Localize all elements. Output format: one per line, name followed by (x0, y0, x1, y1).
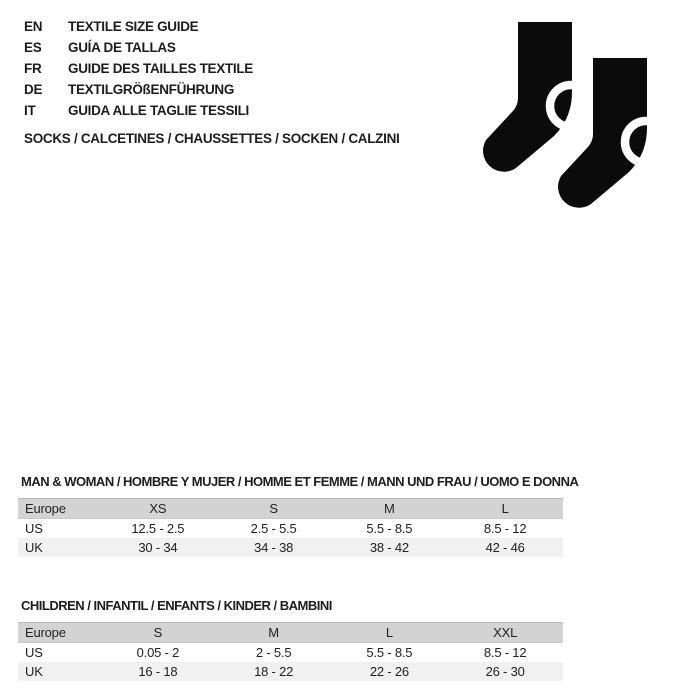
header-cell-size: M (384, 501, 395, 516)
size-range-cell: 42 - 46 (485, 540, 525, 555)
header-cell-size: XS (149, 501, 167, 516)
table-title-man-woman: MAN & WOMAN / HOMBRE Y MUJER / HOMME ET FEMME / MANN UND FRAU / UOMO E DONNA (21, 474, 579, 489)
table-row-us (18, 519, 563, 538)
table-row-us (18, 643, 563, 662)
header-cell-region: Europe (25, 625, 66, 640)
socks-icon-svg (468, 16, 673, 216)
size-range-cell: 5.5 - 8.5 (366, 645, 413, 660)
language-title-list (24, 16, 253, 121)
language-code: ES (24, 40, 42, 55)
size-range-cell: 8.5 - 12 (483, 645, 527, 660)
language-row-es (24, 37, 253, 58)
size-range-cell: 30 - 34 (138, 540, 178, 555)
header-cell-size: L (385, 625, 393, 640)
language-label: TEXTILE SIZE GUIDE (68, 19, 199, 34)
language-row-it (24, 100, 253, 121)
size-range-cell: 34 - 38 (254, 540, 294, 555)
size-range-cell: 38 - 42 (369, 540, 409, 555)
language-code: EN (24, 19, 43, 34)
table-header-row (18, 498, 563, 519)
language-label: GUIDE DES TAILLES TEXTILE (68, 61, 254, 76)
table-title-children: CHILDREN / INFANTIL / ENFANTS / KINDER / BAMBINI (21, 598, 332, 613)
language-code: FR (24, 61, 42, 76)
table-row-uk (18, 662, 563, 681)
size-range-cell: 26 - 30 (485, 664, 525, 679)
socks-icon (468, 16, 673, 216)
row-label: UK (25, 540, 43, 555)
header-cell-size: S (153, 625, 163, 640)
size-range-cell: 18 - 22 (254, 664, 294, 679)
size-range-cell: 2 - 5.5 (255, 645, 292, 660)
language-row-de (24, 79, 253, 100)
table-header-row (18, 622, 563, 643)
language-label: GUÍA DE TALLAS (68, 40, 176, 55)
size-table-man-woman (18, 498, 563, 557)
size-range-cell: 22 - 26 (369, 664, 409, 679)
row-label: US (25, 521, 43, 536)
header-cell-region: Europe (25, 501, 66, 516)
size-range-cell: 8.5 - 12 (483, 521, 527, 536)
header-cell-size: M (268, 625, 279, 640)
language-row-en (24, 16, 253, 37)
header-cell-size: S (269, 501, 278, 516)
language-label: GUIDA ALLE TAGLIE TESSILI (68, 103, 249, 118)
size-range-cell: 5.5 - 8.5 (366, 521, 413, 536)
size-range-cell: 12.5 - 2.5 (131, 521, 185, 536)
product-category-line: SOCKS / CALCETINES / CHAUSSETTES / SOCKEN / CALZINI (24, 131, 400, 146)
size-range-cell: 0.05 - 2 (136, 645, 180, 660)
sock-right (558, 58, 667, 208)
language-code: IT (24, 103, 36, 118)
language-label: TEXTILGRÖßENFÜHRUNG (68, 82, 235, 97)
table-row-uk (18, 538, 563, 557)
sock-left (483, 22, 592, 172)
size-range-cell: 16 - 18 (138, 664, 178, 679)
size-table-children (18, 622, 563, 681)
header-cell-size: XXL (493, 625, 518, 640)
language-code: DE (24, 82, 43, 97)
row-label: UK (25, 664, 43, 679)
language-row-fr (24, 58, 253, 79)
size-range-cell: 2.5 - 5.5 (250, 521, 297, 536)
row-label: US (25, 645, 43, 660)
header-cell-size: L (501, 501, 509, 516)
